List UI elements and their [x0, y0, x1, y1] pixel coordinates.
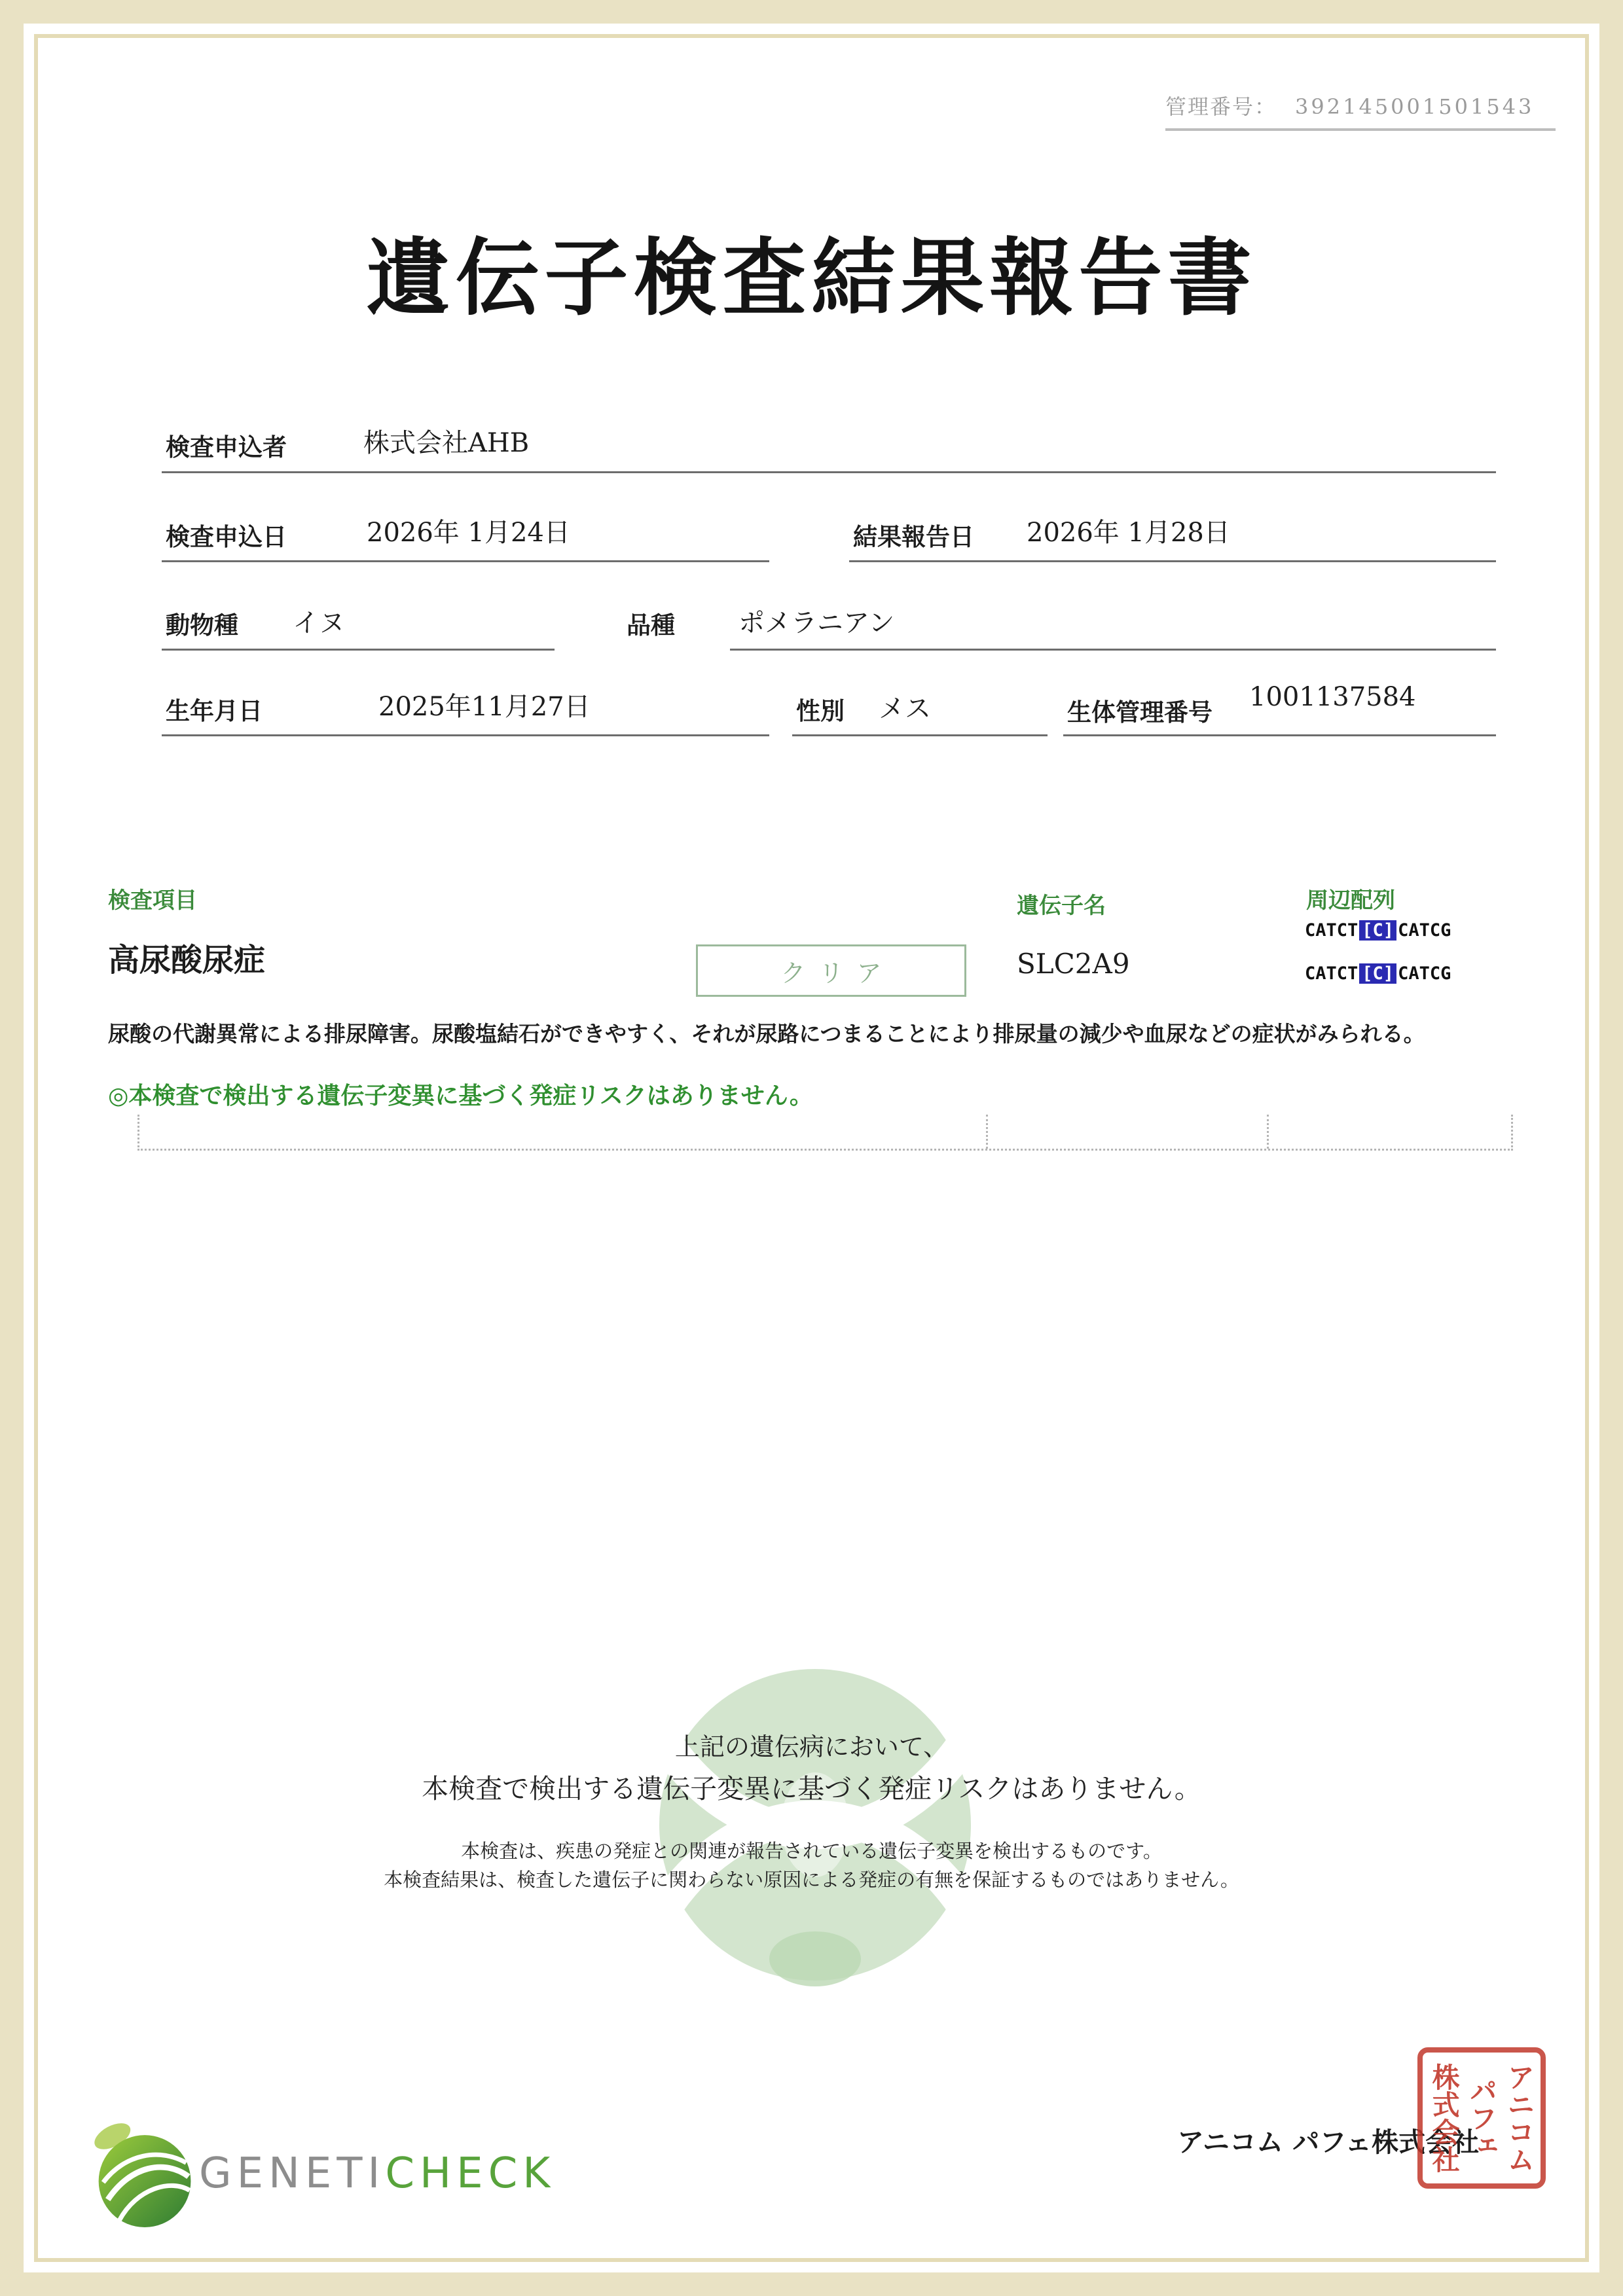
applicant-label: 検査申込者 — [166, 433, 287, 461]
geneticheck-wordmark — [199, 2149, 555, 2198]
seal-column-2: パフェ — [1465, 2077, 1498, 2159]
test-item-header: 検査項目 — [108, 888, 197, 914]
management-number — [1165, 90, 1556, 131]
underline-row4-mid — [792, 734, 1048, 736]
sequence-header: 周辺配列 — [1306, 888, 1395, 914]
summary-line-1: 上記の遺伝病において、 — [674, 1732, 949, 1761]
birth-value: 2025年11月27日 — [378, 692, 591, 722]
company-seal — [1417, 2047, 1546, 2189]
wordmark-check: CHECK — [385, 2149, 556, 2198]
geneticheck-logo-icon — [82, 2117, 198, 2232]
sex-label: 性別 — [796, 696, 845, 725]
sex-value: メス — [879, 694, 931, 724]
apply-date-label: 検査申込日 — [166, 522, 287, 551]
table-divider-1 — [986, 1115, 988, 1149]
sequence-row-1 — [1305, 920, 1451, 941]
results-table-border — [137, 1115, 1513, 1151]
report-date-label: 結果報告日 — [853, 522, 974, 551]
animal-id-value: 1001137584 — [1249, 682, 1416, 712]
page-title: 遺伝子検査結果報告書 — [366, 229, 1257, 327]
sequence-prefix: CATCT — [1305, 920, 1359, 941]
result-clear-label: クリア — [780, 958, 895, 988]
underline-row2-right — [849, 560, 1496, 562]
birth-label: 生年月日 — [166, 696, 263, 725]
management-number-value: 392145001501543 — [1295, 94, 1535, 119]
applicant-value: 株式会社AHB — [363, 428, 530, 458]
leaf-watermark-icon — [651, 1661, 979, 1988]
sequence-suffix: CATCG — [1398, 920, 1451, 941]
apply-date-value: 2026年 1月24日 — [367, 518, 570, 548]
disease-description: 尿酸の代謝異常による排尿障害。尿酸塩結石ができやすく、それが尿路につまることにより排尿量の減少や血尿などの症状がみられる。 — [108, 1021, 1425, 1047]
underline-row4-left — [162, 734, 769, 736]
sequence-variant: [C] — [1359, 963, 1396, 984]
sequence-prefix: CATCT — [1305, 963, 1359, 984]
underline-row2-left — [162, 560, 769, 562]
gene-name: SLC2A9 — [1017, 948, 1130, 980]
risk-note: ◎本検査で検出する遺伝子変異に基づく発症リスクはありません。 — [108, 1082, 813, 1109]
animal-id-label: 生体管理番号 — [1067, 698, 1213, 726]
species-label: 動物種 — [166, 611, 238, 639]
underline-row3-right — [730, 649, 1496, 651]
disease-name: 高尿酸尿症 — [108, 942, 266, 978]
summary-note-1: 本検査は、疾患の発症との関連が報告されている遺伝子変異を検出するものです。 — [461, 1840, 1162, 1862]
underline-row4-right — [1063, 734, 1496, 736]
result-clear-box — [696, 944, 966, 997]
table-divider-2 — [1267, 1115, 1269, 1149]
sequence-suffix: CATCG — [1398, 963, 1451, 984]
report-date-value: 2026年 1月28日 — [1027, 518, 1230, 548]
underline-row1 — [162, 471, 1496, 473]
management-number-label: 管理番号： — [1165, 94, 1277, 119]
sequence-row-2 — [1305, 963, 1451, 984]
sequence-variant: [C] — [1359, 920, 1396, 941]
gene-name-header: 遺伝子名 — [1017, 893, 1106, 919]
underline-row3-left — [162, 649, 555, 651]
seal-column-3: 株式会社 — [1428, 2063, 1461, 2173]
summary-line-2: 本検査で検出する遺伝子変異に基づく発症リスクはありません。 — [422, 1773, 1201, 1804]
seal-column-1: アニコム — [1503, 2063, 1536, 2173]
breed-value: ポメラニアン — [739, 608, 895, 638]
breed-label: 品種 — [627, 611, 675, 639]
wordmark-geneti: GENETI — [199, 2149, 386, 2198]
species-value: イヌ — [293, 608, 345, 638]
summary-note-2: 本検査結果は、検査した遺伝子に関わらない原因による発症の有無を保証するものではありません。 — [384, 1869, 1239, 1891]
company-name: アニコム パフェ株式会社 — [1177, 2126, 1480, 2158]
